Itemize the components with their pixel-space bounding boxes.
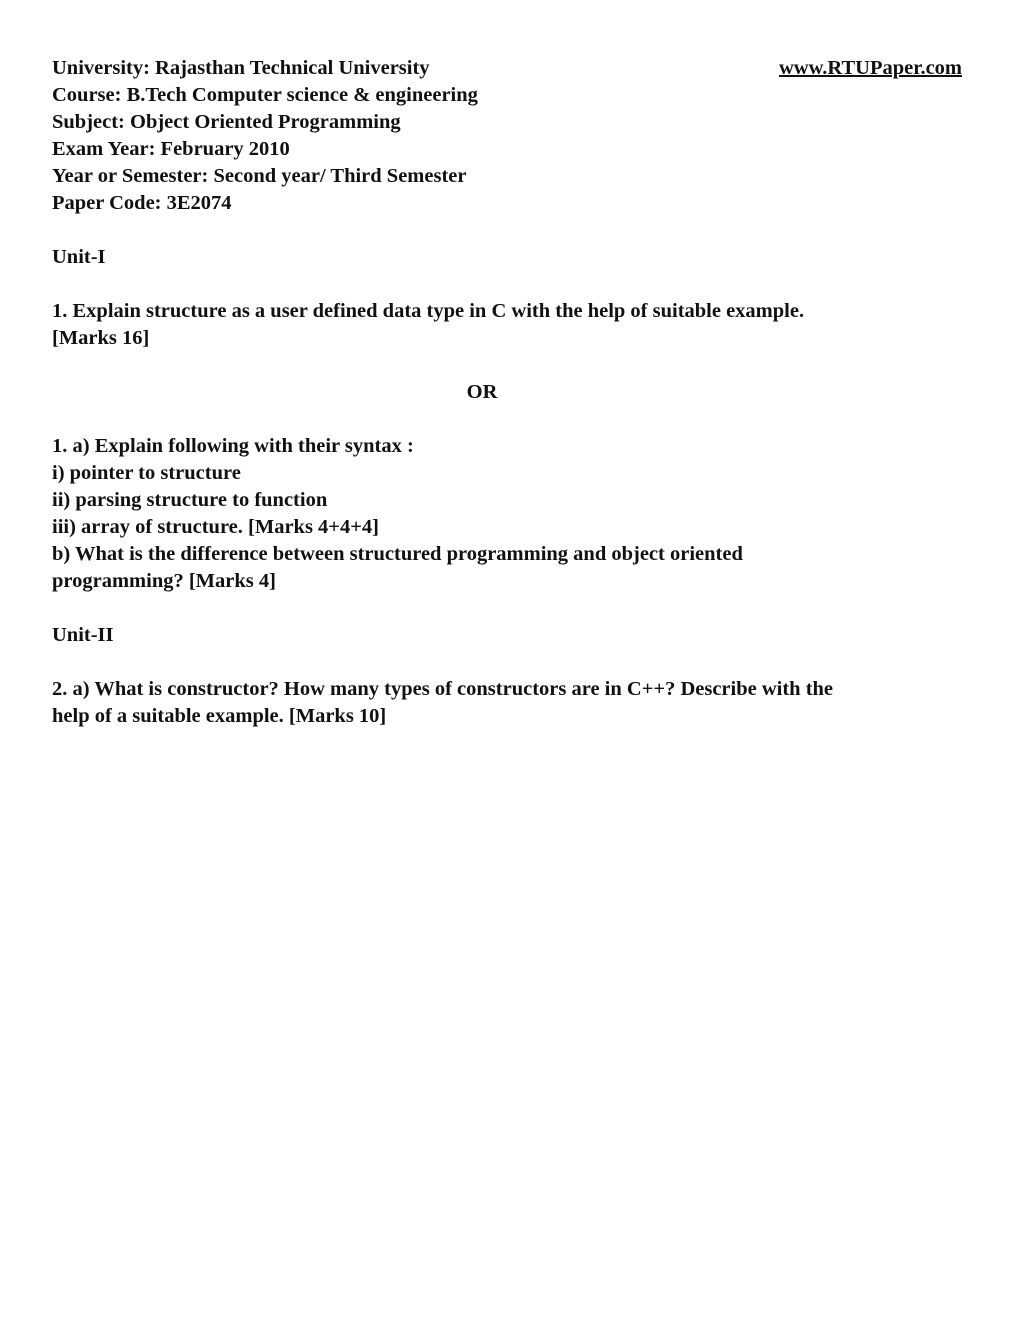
semester-line: Year or Semester: Second year/ Third Semester [52,165,467,187]
question-2a-line-1: 2. a) What is constructor? How many types of constructors are in C++? Describe with the [52,678,834,700]
question-1a: 1. a) Explain following with their syntax : [52,435,414,457]
question-1-line-2: [Marks 16] [52,327,150,349]
exam-year-line: Exam Year: February 2010 [52,138,290,160]
question-1b-line-2: programming? [Marks 4] [52,570,276,592]
question-2a-line-2: help of a suitable example. [Marks 10] [52,705,387,727]
question-1a-iii: iii) array of structure. [Marks 4+4+4] [52,516,379,538]
question-1a-ii: ii) parsing structure to function [52,489,328,511]
subject-line: Subject: Object Oriented Programming [52,111,401,133]
course-line: Course: B.Tech Computer science & engineering [52,84,478,106]
university-line: University: Rajasthan Technical University [52,57,430,79]
question-1-line-1: 1. Explain structure as a user defined data type in C with the help of suitable example. [52,300,805,322]
website-link[interactable]: www.RTUPaper.com [778,57,962,79]
question-1b-line-1: b) What is the difference between structured programming and object oriented [52,543,743,565]
unit-2-heading: Unit-II [52,624,114,646]
paper-code-line: Paper Code: 3E2074 [52,192,232,214]
question-1a-i: i) pointer to structure [52,462,241,484]
unit-1-heading: Unit-I [52,246,106,268]
or-separator: OR [466,381,498,403]
